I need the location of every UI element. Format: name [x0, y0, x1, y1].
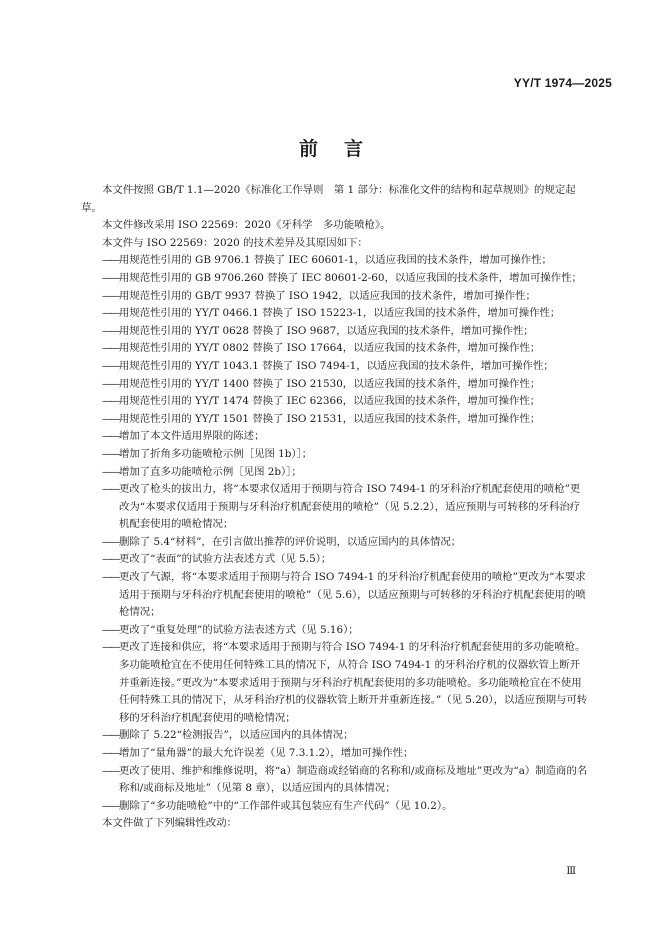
list-dash: ——: [102, 254, 119, 267]
list-dash: ——: [102, 729, 119, 742]
list-item: [81, 376, 590, 394]
standard-number: YY/T 1974—2025: [513, 76, 612, 90]
list-dash: ——: [102, 799, 119, 812]
list-item-text: 增加了本文件适用界限的陈述；: [119, 430, 265, 443]
list-dash: ——: [102, 324, 119, 337]
list-dash: ——: [102, 395, 119, 408]
list-dash: ——: [102, 641, 119, 654]
list-item-text: 用规范性引用的 YY/T 1501 替换了 ISO 21531，以适应我国的技术条件，增加可操作性；: [119, 412, 541, 425]
list-item-text: 用规范性引用的 GB 9706.260 替换了 IEC 80601-2-60，以适应我国的技术条件，增加可操作性；: [119, 271, 582, 284]
list-item: [81, 798, 590, 816]
list-item-text: 用规范性引用的 YY/T 0802 替换了 ISO 17664，以适应我国的技术条件，增加可操作性；: [119, 342, 541, 355]
list-item-text: 用规范性引用的 YY/T 1474 替换了 IEC 62366，以适应我国的技术条件，增加可操作性；: [119, 395, 541, 408]
list-item: [81, 727, 590, 745]
intro-paragraph: 本文件与 ISO 22569：2020 的技术差异及其原因如下：: [102, 236, 368, 249]
list-dash: ——: [102, 289, 119, 302]
list-dash: ——: [102, 465, 119, 478]
list-dash: ——: [102, 359, 119, 372]
list-dash: ——: [102, 377, 119, 390]
list-dash: ——: [102, 483, 119, 496]
list-item: [81, 481, 590, 534]
list-dash: ——: [102, 535, 119, 548]
list-item: [81, 340, 590, 358]
list-dash: ——: [102, 747, 119, 759]
list-item-text: 增加了“量角器”的最大允许误差（见 7.3.1.2），增加可操作性；: [119, 747, 414, 759]
intro-paragraph: 本文件按照 GB/T 1.1—2020《标准化工作导则 第 1 部分：标准化文件的结构和起草规则》的规定起草。: [81, 184, 576, 214]
list-dash: ——: [102, 342, 119, 355]
list-dash: ——: [102, 553, 119, 566]
list-item: [81, 288, 590, 306]
list-item-text: 更改了枪头的拔出力，将“本要求仅适用于预期与符合 ISO 7494-1 的牙科治疗机配套使用的喷枪”更改为“本要求仅适用于预期与牙科治疗机配套使用的喷枪”（见 5.2.2），适应预期与可转移的牙科治疗机配套使用的喷枪情况；: [119, 483, 581, 531]
list-dash: ——: [102, 764, 119, 777]
list-item: [81, 534, 590, 552]
list-item-text: 更改了连接和供应，将“本要求适用于预期与符合 ISO 7494-1 的牙科治疗机配套使用的多功能喷枪。多功能喷枪宜在不使用任何特殊工具的情况下，从符合 ISO 7494-1 的牙科治疗机的仪器软管上断开并重新连接。”更改为“本要求适用于预期与牙科治疗机配套使用的多功能喷枪。多功能喷枪宜在不使用任何特殊工具的情况下，从牙科治疗机的仪器软管上断开并重新连接。”（见 5.20），以适应预期与可转移的牙科治疗机配套使用的喷枪情况；: [119, 641, 588, 724]
list-item-text: 更改了气源，将“本要求适用于预期与符合 ISO 7494-1 的牙科治疗机配套使用的喷枪”更改为“本要求适用于预期与牙科治疗机配套使用的喷枪”（见 5.6），以适应预期与可转移的牙科治疗机配套使用的喷枪情况；: [119, 571, 586, 619]
list-item: [81, 745, 590, 763]
page-title: 前言: [298, 138, 389, 160]
list-dash: ——: [102, 412, 119, 425]
list-item: [81, 763, 590, 798]
closing-paragraph: 本文件做了下列编辑性改动：: [102, 817, 238, 830]
list-item: [81, 551, 590, 569]
list-item: [81, 446, 590, 464]
list-item-text: 更改了“表面”的试验方法表述方式（见 5.5）；: [119, 553, 332, 566]
intro-paragraph: 本文件修改采用 ISO 22569：2020《牙科学 多功能喷枪》。: [102, 219, 391, 232]
page-number: Ⅲ: [566, 866, 576, 877]
list-item: [81, 639, 590, 727]
list-dash: ——: [102, 623, 119, 636]
list-dash: ——: [102, 447, 119, 460]
list-item: [81, 358, 590, 376]
list-item: [81, 622, 590, 640]
list-item-text: 更改了“重复处理”的试验方法表述方式（见 5.16）；: [119, 623, 359, 636]
list-item-text: 增加了直多功能喷枪示例［见图 2b）］；: [119, 465, 302, 478]
list-item: [81, 323, 590, 341]
list-item-text: 删除了“多功能喷枪”中的“工作部件或其包装应有生产代码”（见 10.2）。: [119, 799, 453, 812]
list-item: [81, 393, 590, 411]
document-body: [81, 182, 590, 833]
list-item: [81, 464, 590, 482]
list-item-text: 用规范性引用的 YY/T 1043.1 替换了 ISO 7494-1，以适应我国的技术条件，增加可操作性；: [119, 359, 554, 372]
list-item-text: 删除了 5.22“检测报告”，以适应国内的具体情况；: [119, 729, 354, 742]
list-dash: ——: [102, 571, 119, 584]
list-item: [81, 252, 590, 270]
list-item-text: 用规范性引用的 YY/T 0628 替换了 ISO 9687，以适应我国的技术条件，增加可操作性；: [119, 324, 534, 337]
list-item-text: 用规范性引用的 YY/T 0466.1 替换了 ISO 15223-1，以适应我国的技术条件，增加可操作性；: [119, 307, 561, 320]
list-item-text: 增加了折角多功能喷枪示例［见图 1b）］；: [119, 447, 313, 460]
list-dash: ——: [102, 430, 119, 443]
list-item: [81, 569, 590, 622]
list-dash: ——: [102, 271, 119, 284]
differences-list: [81, 252, 590, 815]
list-item: [81, 411, 590, 429]
list-dash: ——: [102, 307, 119, 320]
list-item: [81, 428, 590, 446]
list-item-text: 用规范性引用的 GB/T 9937 替换了 ISO 1942，以适应我国的技术条件，增加可操作性；: [119, 289, 536, 302]
list-item-text: 用规范性引用的 GB 9706.1 替换了 IEC 60601-1，以适应我国的技术条件，增加可操作性；: [119, 254, 552, 267]
list-item-text: 删除了 5.4“材料”，在引言做出推荐的评价说明，以适应国内的具体情况；: [119, 535, 462, 548]
list-item-text: 用规范性引用的 YY/T 1400 替换了 ISO 21530，以适应我国的技术条件，增加可操作性；: [119, 377, 541, 390]
list-item: [81, 305, 590, 323]
list-item-text: 更改了使用、维护和维修说明，将“a）制造商或经销商的名称和/或商标及地址”更改为“a）制造商的名称和/或商标及地址”（见第 8 章），以适应国内的具体情况；: [119, 764, 588, 795]
list-item: [81, 270, 590, 288]
